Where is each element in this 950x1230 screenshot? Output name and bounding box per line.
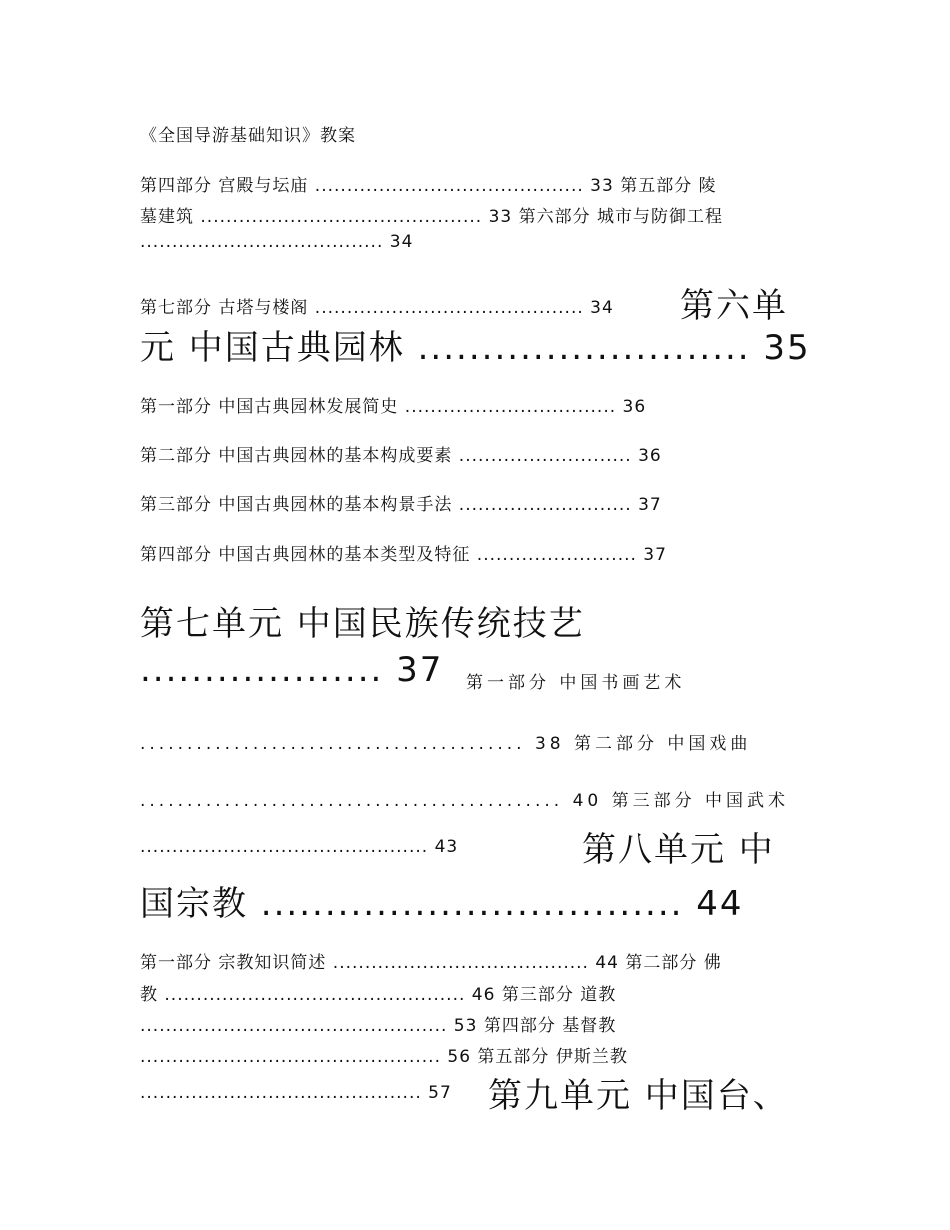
toc-line: 第一部分 中国书画艺术	[466, 673, 686, 693]
toc-line: 第二部分 中国古典园林的基本构成要素 ........................... 36	[140, 446, 662, 466]
toc-line: 第三部分 中国古典园林的基本构景手法 ........................... 37	[140, 495, 662, 515]
toc-line: ......................................... 38 第二部分 中国戏曲	[140, 734, 752, 754]
toc-line: ............................................. 40 第三部分 中国武术	[140, 791, 790, 811]
unit-heading: 第九单元 中国台、	[488, 1076, 789, 1116]
unit-heading: 元 中国古典园林 .......................... 35	[140, 328, 811, 368]
unit-heading: ................... 37	[140, 650, 444, 690]
toc-line: 墓建筑 ............................................ 33 第六部分 城市与防御工程	[140, 207, 724, 227]
toc-line: 第四部分 中国古典园林的基本类型及特征 ......................... 37	[140, 545, 667, 565]
toc-line: ............................................... 56 第五部分 伊斯兰教	[140, 1047, 628, 1067]
document-title: 《全国导游基础知识》教案	[140, 126, 356, 146]
unit-heading: 国宗教 ................................. 44	[140, 884, 744, 924]
toc-line: ............................................ 57	[140, 1083, 452, 1103]
toc-line: 教 ............................................... 46 第三部分 道教	[140, 985, 617, 1005]
toc-line: ...................................... 34	[140, 232, 414, 252]
toc-line: ................................................ 53 第四部分 基督教	[140, 1016, 617, 1036]
toc-line: 第一部分 宗教知识简述 ........................................ 44 第二部分 佛	[140, 953, 722, 973]
toc-line: 第七部分 古塔与楼阁 .......................................... 34	[140, 298, 614, 318]
toc-line: ............................................. 43	[140, 837, 459, 857]
unit-heading: 第七单元 中国民族传统技艺	[140, 604, 585, 644]
unit-heading: 第六单	[680, 286, 788, 326]
unit-heading: 第八单元 中	[582, 830, 775, 870]
toc-line: 第一部分 中国古典园林发展简史 ................................. 36	[140, 397, 647, 417]
toc-line: 第四部分 宫殿与坛庙 .......................................... 33 第五部分 陵	[140, 176, 717, 196]
